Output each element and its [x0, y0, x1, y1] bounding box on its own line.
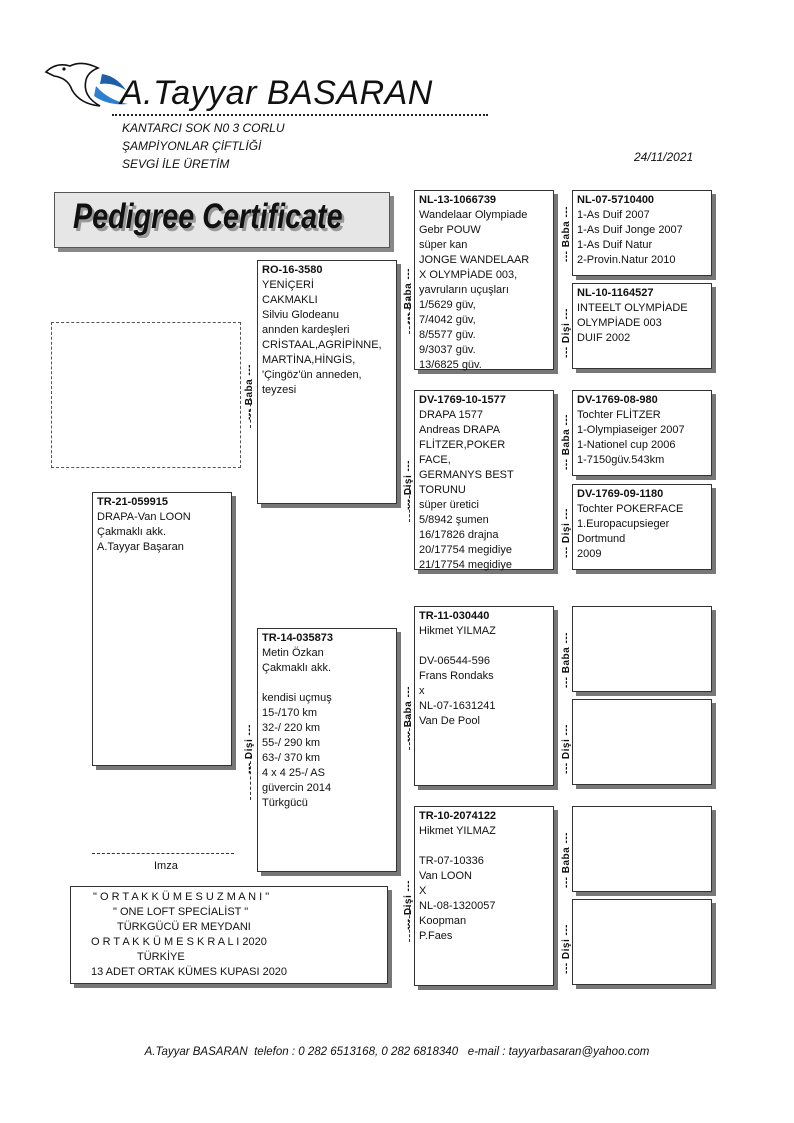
sire-line: teyzesi — [262, 384, 297, 396]
sd-line: FLİTZER,POKER — [419, 439, 506, 451]
certificate-title: Pedigree Certificate — [73, 197, 343, 236]
sire-side-label: --- Baba --- — [244, 364, 255, 420]
signature-label: Imza — [154, 860, 178, 872]
contact-line: A.Tayyar BASARAN telefon : 0 282 6513168, 0 282 6818340 e-mail : tayyarbasaran@yahoo.com — [144, 1046, 650, 1058]
sd-id: DV-1769-10-1577 — [419, 394, 506, 406]
ds-id: TR-11-030440 — [419, 610, 490, 622]
sdd-id: DV-1769-09-1180 — [577, 488, 664, 500]
dam-line: 4 x 4 25-/ AS — [262, 767, 325, 779]
ssd-side-label: --- Dişi --- — [561, 308, 572, 358]
specialist-line: 13 ADET ORTAK KÜMES KUPASI 2020 — [91, 966, 288, 978]
sss-id: NL-07-5710400 — [577, 194, 655, 206]
motto-text: SEVGİ İLE ÜRETİM — [122, 157, 230, 171]
ss-line: Gebr POUW — [419, 224, 481, 236]
sd-line: 20/17754 megidiye — [419, 544, 512, 556]
ds-line: Hikmet YILMAZ — [419, 625, 496, 637]
dsd-box — [572, 699, 712, 785]
sds-line: 1-Nationel cup 2006 — [577, 439, 676, 451]
dam-line: 32-/ 220 km — [262, 722, 321, 734]
specialist-box — [70, 886, 388, 984]
ds-line: NL-07-1631241 — [419, 700, 496, 712]
dd-line: Van LOON — [419, 870, 472, 882]
sds-line: 1-7150güv.543km — [577, 454, 665, 466]
subject-id: TR-21-059915 — [97, 496, 168, 508]
dd-side-label: --- Dişi --- — [403, 880, 414, 930]
dds-side-label: --- Baba --- — [561, 832, 572, 888]
specialist-line: " ONE LOFT SPECİALİST " — [113, 906, 249, 918]
bird-logo-icon — [42, 56, 132, 116]
sire-line: CRİSTAAL,AGRİPİNNE, — [262, 339, 382, 351]
sire-line: annden kardeşleri — [262, 324, 350, 336]
sds-line: 1-Olympiaseiger 2007 — [577, 424, 685, 436]
sdd-line: 1.Europacupsieger — [577, 518, 670, 530]
company-title: A.Tayyar BASARAN — [120, 74, 433, 112]
signature-line — [92, 853, 234, 854]
dd-line: P.Faes — [419, 930, 453, 942]
farm-text: ŞAMPİYONLAR ÇİFTLİĞİ — [122, 139, 262, 153]
sdd-side-label: --- Dişi --- — [561, 508, 572, 558]
sire-connector — [250, 398, 251, 428]
ss-line: JONGE WANDELAAR — [419, 254, 530, 266]
dd-connector — [409, 906, 410, 942]
ss-line: süper kan — [419, 239, 468, 251]
dam-box — [257, 628, 397, 872]
ssd-line: OLYMPİADE 003 — [577, 317, 662, 329]
ds-line: Frans Rondaks — [419, 670, 494, 682]
subject-line: Çakmaklı akk. — [97, 526, 167, 538]
ddd-side-label: --- Dişi --- — [561, 924, 572, 974]
sds-side-label: --- Baba --- — [561, 414, 572, 470]
ssd-line: INTEELT OLYMPİADE — [577, 302, 688, 314]
ss-line: X OLYMPİADE 003, — [419, 269, 518, 281]
sss-line: 1-As Duif 2007 — [577, 209, 650, 221]
subject-line: DRAPA-Van LOON — [97, 511, 191, 523]
specialist-line: O R T A K K Ü M E S K R A L I 2020 — [91, 936, 267, 948]
sd-line: GERMANYS BEST — [419, 469, 514, 481]
specialist-line: TÜRKGÜCÜ ER MEYDANI — [117, 921, 251, 933]
sire-line: Silviu Glodeanu — [262, 309, 340, 321]
title-underline — [112, 114, 488, 116]
ds-box — [414, 606, 554, 786]
sire-line: CAKMAKLI — [262, 294, 318, 306]
subject-line: A.Tayyar Başaran — [97, 541, 184, 553]
sire-id: RO-16-3580 — [262, 264, 323, 276]
address-text: KANTARCI SOK N0 3 CORLU — [122, 121, 285, 135]
dam-line: 63-/ 370 km — [262, 752, 321, 764]
sd-line: 16/17826 drajna — [419, 529, 499, 541]
ds-line: DV-06544-596 — [419, 655, 490, 667]
sire-line: MARTİNA,HİNGİS, — [262, 354, 356, 366]
ds-line — [419, 639, 549, 654]
sd-line: 21/17754 megidiye — [419, 559, 512, 571]
dss-box — [572, 606, 712, 692]
date-text: 24/11/2021 — [634, 150, 694, 164]
dam-line: 15-/170 km — [262, 707, 318, 719]
dd-line — [419, 839, 549, 854]
ds-line: Van De Pool — [419, 715, 480, 727]
sdd-line: Dortmund — [577, 533, 626, 545]
sds-line: Tochter FLİTZER — [577, 409, 661, 421]
dam-line: kendisi uçmuş — [262, 692, 332, 704]
dd-line: X — [419, 885, 427, 897]
dd-line: Hikmet YILMAZ — [419, 825, 496, 837]
ss-box — [414, 190, 554, 370]
ds-connector — [409, 714, 410, 750]
sss-line: 1-As Duif Natur — [577, 239, 653, 251]
ds-side-label: --- Baba --- — [403, 686, 414, 742]
dam-line: Metin Özkan — [262, 647, 324, 659]
specialist-line: TÜRKİYE — [137, 951, 185, 963]
dam-side-label: --- Dişi --- — [244, 724, 255, 774]
sd-line: süper üretici — [419, 499, 479, 511]
ss-side-label: --- Baba --- — [403, 268, 414, 324]
dd-id: TR-10-2074122 — [419, 810, 497, 822]
sd-line: 5/8942 şumen — [419, 514, 489, 526]
sd-line: Andreas DRAPA — [419, 424, 501, 436]
sss-line: 2-Provin.Natur 2010 — [577, 254, 676, 266]
sdd-box — [572, 484, 712, 570]
sss-line: 1-As Duif Jonge 2007 — [577, 224, 683, 236]
sds-box — [572, 390, 712, 476]
dam-line: güvercin 2014 — [262, 782, 332, 794]
sire-box — [257, 260, 397, 504]
sdd-line: 2009 — [577, 548, 602, 560]
ddd-box — [572, 899, 712, 985]
ss-line: 8/5577 güv. — [419, 329, 476, 341]
sire-line: YENİÇERİ — [262, 279, 314, 291]
ssd-line: DUIF 2002 — [577, 332, 631, 344]
sss-side-label: --- Baba --- — [561, 206, 572, 262]
sd-line: TORUNU — [419, 484, 466, 496]
ss-line: 9/3037 güv. — [419, 344, 476, 356]
sd-line: FACE, — [419, 454, 451, 466]
ss-connector — [409, 298, 410, 334]
sire-line: 'Çingöz'ün anneden, — [262, 369, 362, 381]
dam-line: Çakmaklı akk. — [262, 662, 332, 674]
dam-line: Türkgücü — [262, 797, 308, 809]
subject-box — [92, 492, 232, 766]
dsd-side-label: --- Dişi --- — [561, 724, 572, 774]
ss-line: 13/6825 güv. — [419, 359, 482, 371]
dss-side-label: --- Baba --- — [561, 632, 572, 688]
photo-placeholder — [51, 322, 241, 468]
dam-line: 55-/ 290 km — [262, 737, 321, 749]
dds-box — [572, 806, 712, 892]
dd-line: TR-07-10336 — [419, 855, 484, 867]
ss-line: 1/5629 güv, — [419, 299, 476, 311]
ss-line: Wandelaar Olympiade — [419, 209, 528, 221]
specialist-line: " O R T A K K Ü M E S U Z M A N I " — [93, 891, 270, 903]
sd-box — [414, 390, 554, 570]
ss-id: NL-13-1066739 — [419, 194, 497, 206]
logo — [42, 56, 132, 116]
ss-line: 7/4042 güv, — [419, 314, 476, 326]
sds-id: DV-1769-08-980 — [577, 394, 658, 406]
sd-connector — [409, 486, 410, 522]
ssd-id: NL-10-1164527 — [577, 287, 654, 299]
dam-id: TR-14-035873 — [262, 632, 333, 644]
ss-line: yavruların uçuşları — [419, 284, 509, 296]
dam-connector — [250, 756, 251, 800]
sss-box — [572, 190, 712, 276]
certificate-banner — [54, 192, 390, 248]
dd-line: Koopman — [419, 915, 467, 927]
dam-line — [262, 676, 392, 691]
sd-side-label: --- Dişi --- — [403, 460, 414, 510]
ssd-box — [572, 283, 712, 369]
ds-line: x — [419, 685, 425, 697]
sdd-line: Tochter POKERFACE — [577, 503, 684, 515]
dd-box — [414, 806, 554, 986]
sd-line: DRAPA 1577 — [419, 409, 484, 421]
dd-line: NL-08-1320057 — [419, 900, 496, 912]
